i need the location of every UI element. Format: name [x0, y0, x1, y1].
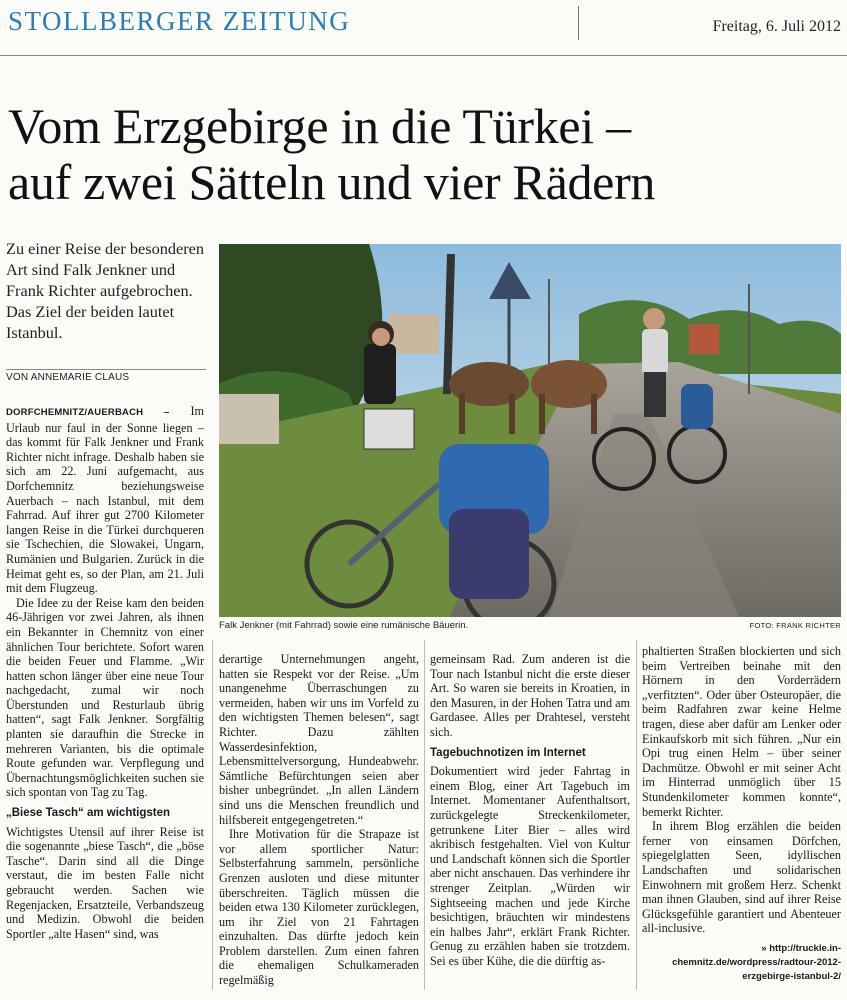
col1-paragraph-2: Die Idee zu der Reise kam den beiden 46-Jährigen vor zwei Jahren, als ihnen ein Bekannter in Chemnitz von einer ähnlichen Tour berichtete. Sofort waren die beiden Feuer und Flamme. „Wir hatten schon länger über eine neue Tour nachgedacht, zumal wir noch Überstunden und Resturlaub übrig hatten“, sagt Falk Jenkner. Sorgfältig planten sie daraufhin die Strecke in mehreren Varianten, bis die optimale Route gefunden war. Verpflegung und Übernachtungsmöglichkeiten suchen sie sich spontan von Tag zu Tag.: [6, 595, 204, 800]
col4-paragraph-1: phaltierten Straßen blockierten und sich beim Vertreiben beinahe mit den Hörnern in den Vorderrädern „verfitzten“. Oder über Osteuropäer, die beim Radfahren zwar keine Helme tragen, diese aber dafür am Lenker oder Einkaufskorb mit sich führen. „Nur ein Opi trug einen Helm – über seiner Dachmütze. Obwohl er mit seiner Acht im Hinterrad unmöglich über 15 Stundenkilometer kommen konnte“, bemerkt Richter.: [642, 644, 841, 819]
column-rule: [636, 640, 637, 990]
headline-line-2: auf zwei Sätteln und vier Rädern: [8, 154, 656, 210]
column-rule: [424, 640, 425, 990]
col1-paragraph-1: Im Urlaub nur faul in der Sonne liegen – das kommt für Falk Jenkner und Frank Richter nicht infrage. Deshalb haben sie sich am 22. Juni aufgemacht, aus Dorfchemnitz beziehungsweise Auerbach – nach Istanbul, mit dem Fahrrad. Auf ihrer gut 2700 Kilometer langen Reise in die Türkei durchqueren sie Tschechien, die Slowakei, Ungarn, Rumänien und Bulgarien. Zurück in die Heimat geht es, so der Plan, am 21. Juli mit dem Flugzeug.: [6, 404, 205, 596]
masthead: [0, 0, 847, 56]
article-column-1: [6, 404, 204, 941]
article-headline: [8, 98, 840, 210]
photo-credit: FOTO: FRANK RICHTER: [749, 621, 841, 630]
col2-paragraph-2: Ihre Motivation für die Strapaze ist vor allem sportlicher Natur: Selbsterfahrung sammeln, persönliche Grenzen ausloten und diese mitunter überschreiten. Täglich müssen die beiden etwa 130 Kilometer zurücklegen, um ihr Ziel von 21 Fahrtagen einzuhalten. Das dürfte jedoch kein Problem darstellen. Zum einen fahren die ehemaligen Schulkameraden regelmäßig: [219, 827, 419, 988]
issue-date: Freitag, 6. Juli 2012: [712, 18, 841, 35]
article-column-4: [642, 644, 841, 984]
newspaper-name: STOLLBERGER ZEITUNG: [8, 6, 351, 36]
dateline: DORFCHEMNITZ/AUERBACH –: [6, 407, 170, 418]
subheading-tagebuchnotizen: Tagebuchnotizen im Internet: [430, 746, 586, 759]
photo-illustration: [219, 244, 841, 617]
article-column-2: [219, 652, 419, 988]
article-photo: [219, 244, 841, 617]
col3-paragraph-2: Dokumentiert wird jeder Fahrtag in einem Blog, einer Art Tagebuch im Internet. Momentaner Aufenthaltsort, zurückgelegte Streckenkilometer, getrunkene Liter Bier – alles wird akribisch festgehalten. Viel von Kultur und Landschaft können sich die Sportler aber nicht anschauen. Das verhindere ihr strenger Zeitplan. „Würden wir Sightseeing machen und jede Kirche besichtigen, bräuchten wir mindestens ein halbes Jahr“, erklärt Frank Richter. Genug zu erzählen haben sie trotzdem. Sei es über Kühe, die die dürftig as-: [430, 764, 630, 968]
byline: VON ANNEMARIE CLAUS: [6, 369, 206, 383]
col3-paragraph-1: gemeinsam Rad. Zum anderen ist die Tour nach Istanbul nicht die erste dieser Art. So waren sie bereits in Kroatien, in den Masuren, in der Hohen Tatra und am Gardasee. Alles per Drahtesel, versteht sich.: [430, 652, 630, 739]
col4-paragraph-2: In ihrem Blog erzählen die beiden ferner von einsamen Dörfchen, spiegelglatten Seen, idyllischen Landschaften und solidarischen Einwohnern mit großem Herz. Schenkt man ihnen Glauben, sind auf ihrer Reise Glücksgefühle garantiert und Abenteuer all-inclusive.: [642, 819, 841, 936]
headline-line-1: Vom Erzgebirge in die Türkei –: [8, 98, 631, 154]
masthead-divider: [578, 6, 579, 40]
subheading-biese-tasch: „Biese Tasch“ am wichtigsten: [6, 807, 171, 820]
photo-caption: [219, 620, 841, 631]
blog-link[interactable]: » http://truckle.in-chemnitz.de/wordpress/radtour-2012-erzgebirge-istanbul-2/: [672, 942, 841, 982]
article-column-3: [430, 652, 630, 968]
col2-paragraph-1: derartige Unternehmungen angeht, hatten sie Respekt vor der Reise. „Um unangenehme Überraschungen zu vermeiden, haben wir uns im Vorfeld zu den wichtigsten Themen belesen“, sagt Richter. Dazu zählten Wasserdesinfektion, Lebensmittelversorgung, Hundeabwehr. Sämtliche Befürchtungen seien aber bisher unbegründet. „In allen Ländern sind uns die Menschen freundlich und hilfsbereit entgegengetreten.“: [219, 652, 419, 827]
article-lead: Zu einer Reise der besonderen Art sind Falk Jenkner und Frank Richter aufgebrochen. Das Ziel der beiden lautet Istanbul.: [6, 239, 205, 342]
caption-text: Falk Jenkner (mit Fahrrad) sowie eine rumänische Bäuerin.: [219, 620, 469, 631]
column-rule: [212, 640, 213, 990]
col1-paragraph-3: Wichtigstes Utensil auf ihrer Reise ist die sogenannte „biese Tasch“, die „böse Tasche“. Darin sind all die Dinge verstaut, die im besten Falle nicht gebraucht werden. Sachen wie Regenjacken, Ersatzteile, Verbandszeug und Medizin. Obwohl die beiden Sportler „alte Hasen“ sind, was: [6, 824, 204, 941]
